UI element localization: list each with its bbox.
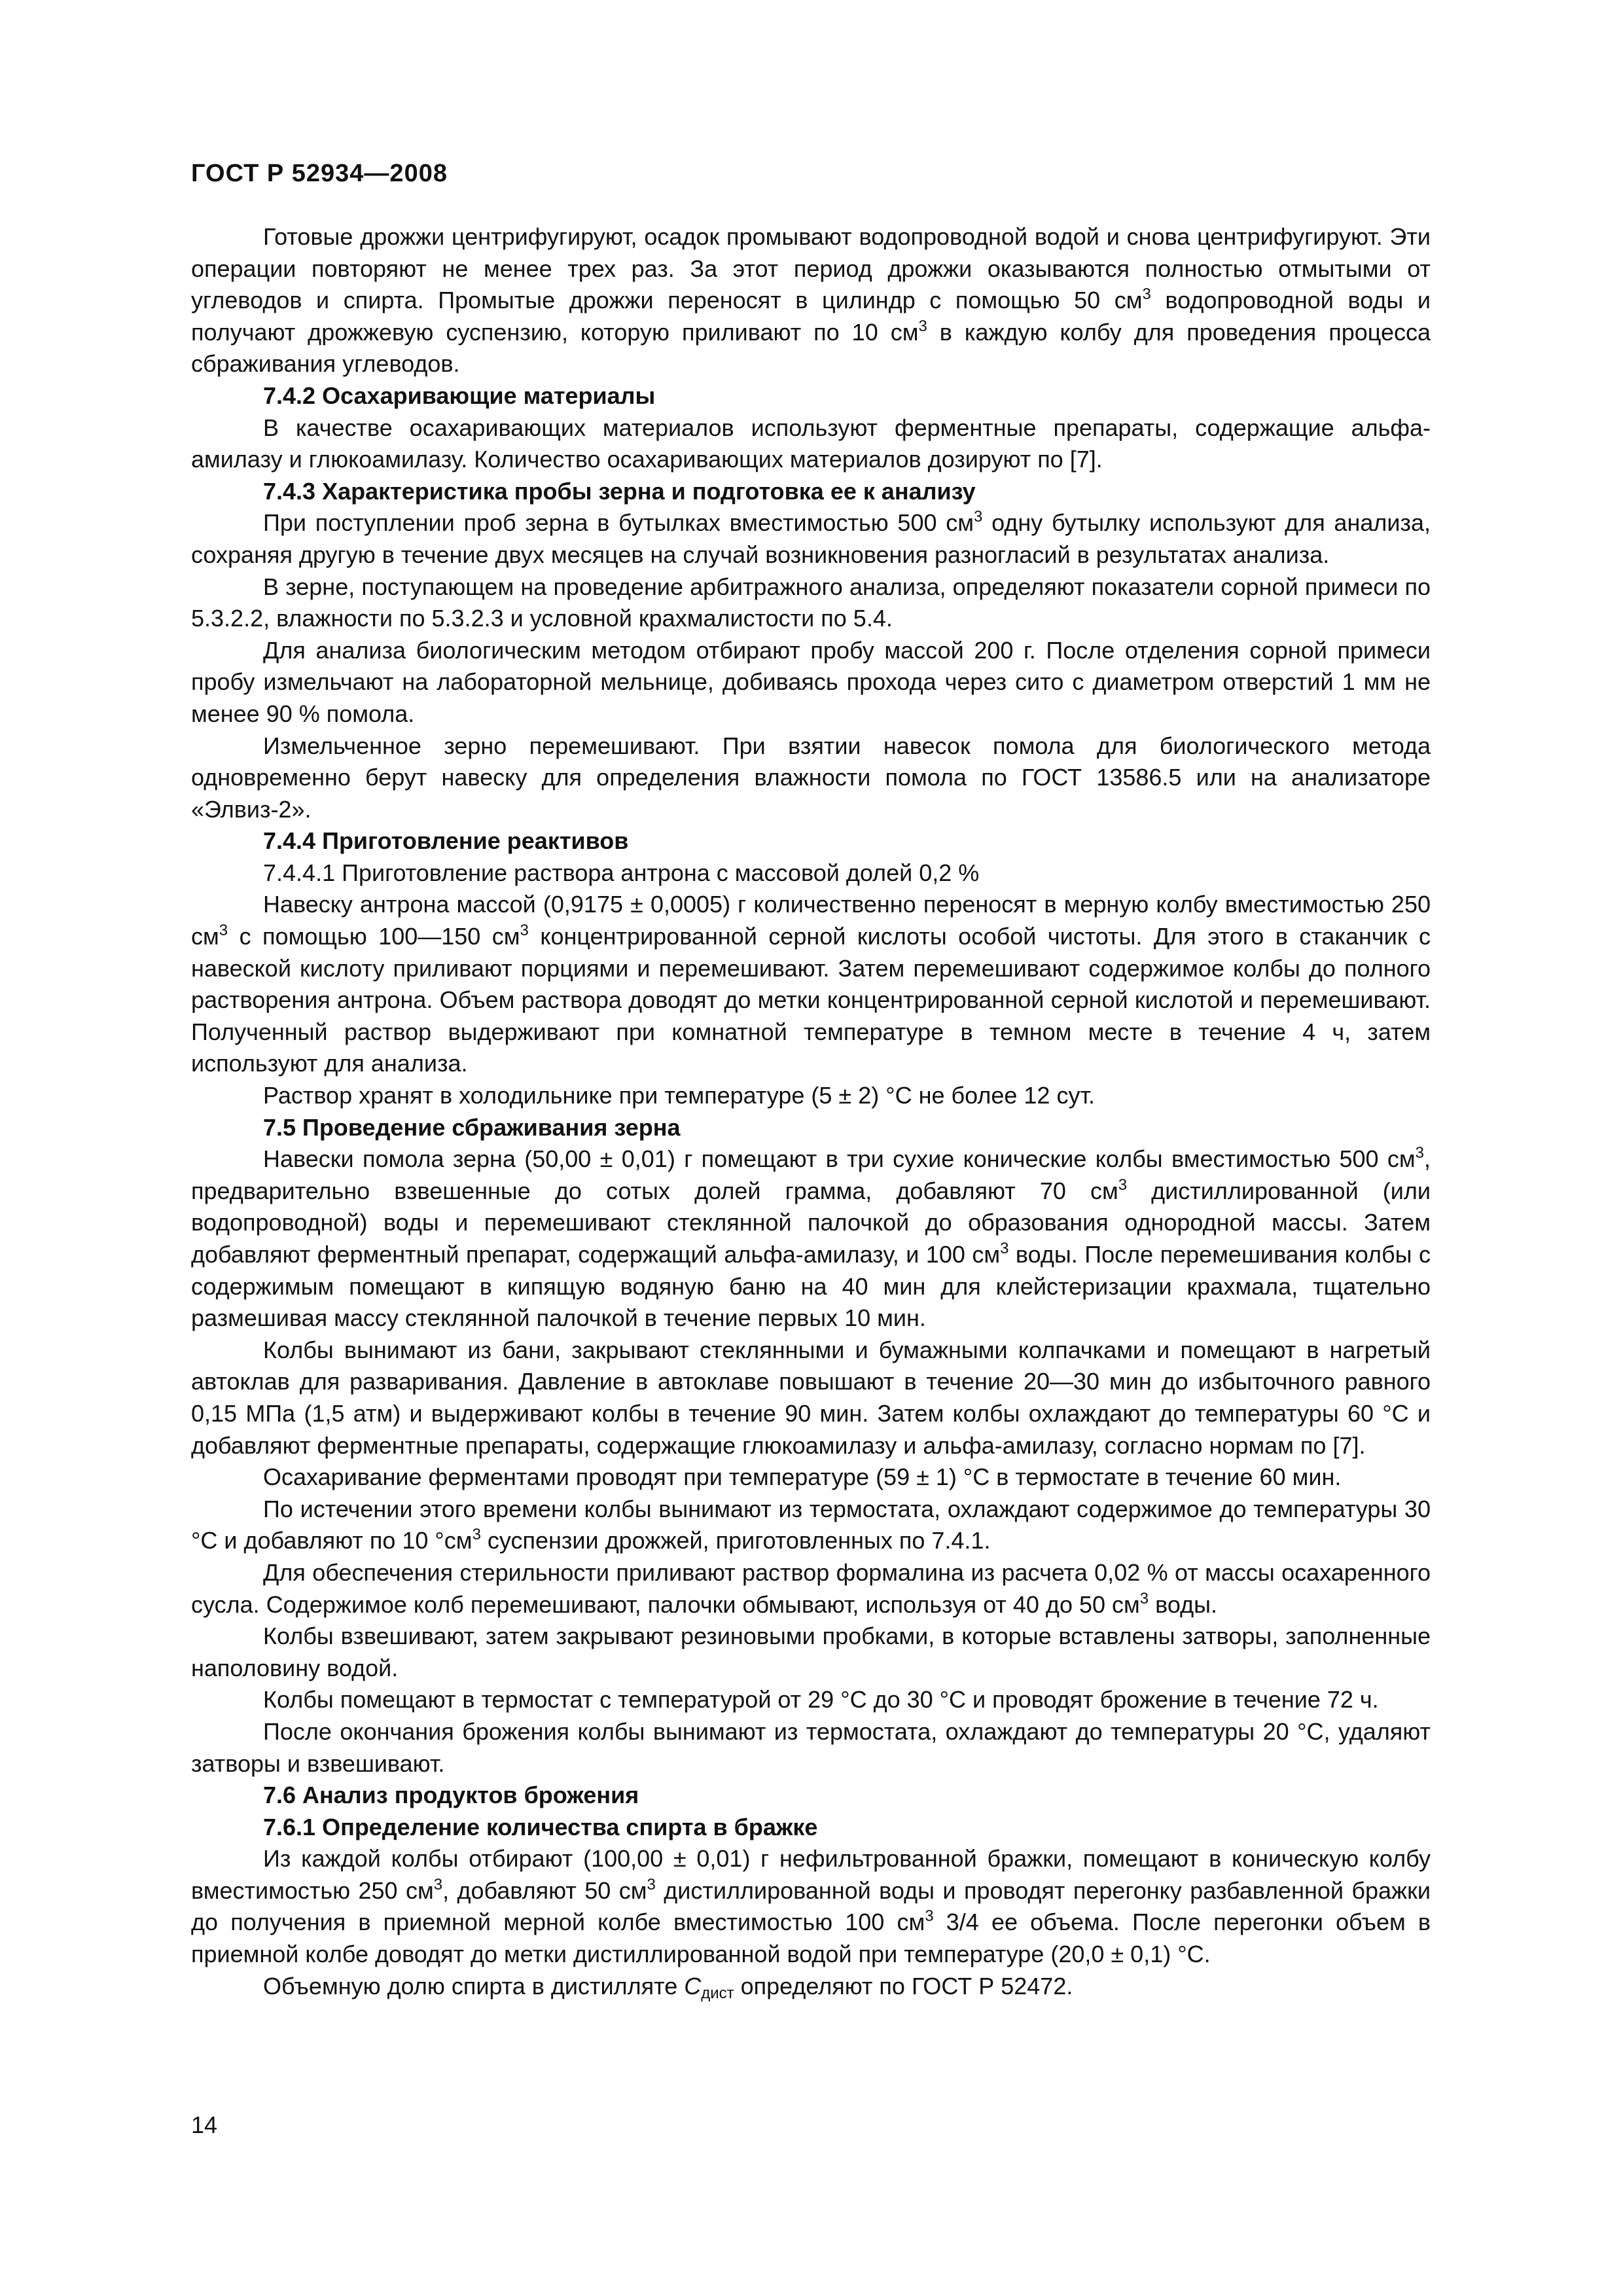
section-heading-7-4-4: 7.4.4 Приготовление реактивов bbox=[263, 827, 629, 855]
paragraph-autoclave: Колбы вынимают из бани, закрывают стеклянными и бумажными колпачками и помещают в нагретый автоклав для разваривания. Давление в автоклаве повышают в течение 20—30 мин до избыточного равного 0,15 МПа (1,5 атм) и выдерживают колбы в течение 90 мин. Затем колбы охлаждают до температуры 60 °С и добавляют ферментные препараты, содержащие глюкоамилазу и альфа-амилазу, согласно нормам по [7]. bbox=[191, 1336, 1431, 1459]
paragraph-ground-grain: Измельченное зерно перемешивают. При взятии навесок помола для биологического метода одновременно берут навеску для определения влажности помола по ГОСТ 13586.5 или на анализаторе «Элвиз-2». bbox=[191, 732, 1431, 823]
page-number: 14 bbox=[191, 2111, 218, 2138]
paragraph-sample-bottles: При поступлении проб зерна в бутылках вместимостью 500 $см^3$ одну бутылку используют для анализа, сохраняя другую в течение двух месяцев на случай возникновения разногласий в результатах анализа. bbox=[191, 508, 1431, 568]
paragraph-distillation: Из каждой колбы отбирают (100,00 ± 0,01) г нефильтрованной бражки, помещают в коническую колбу вместимостью 250 $см^3$, добавляют 50 $см^3$ дистиллированной воды и проводят перегонку разбавленной бражки до получения в приемной мерной колбе вместимостью 100 $см^3$ 3/4 ее объема. После перегонки объем в приемной колбе доводят до метки дистиллированной водой при температуре (20,0 ± 0,1) °С. bbox=[191, 1845, 1431, 1968]
paragraph-sterility: Для обеспечения стерильности приливают раствор формалина из расчета 0,02 % от массы осахаренного сусла. Содержимое колб перемешивают, палочки обмывают, используя от 40 до 50 $см^3$ воды. bbox=[191, 1558, 1431, 1618]
paragraph-flask-sealing: Колбы взвешивают, затем закрывают резиновыми пробками, в которые вставлены затворы, заполненные наполовину водой. bbox=[191, 1623, 1431, 1681]
paragraph-anthrone-storage: Раствор хранят в холодильнике при температуре (5 ± 2) °С не более 12 сут. bbox=[263, 1082, 1095, 1109]
paragraph-arbitration-analysis: В зерне, поступающем на проведение арбитражного анализа, определяют показатели сорной примеси по 5.3.2.2, влажности по 5.3.2.3 и условной крахмалистости по 5.4. bbox=[191, 573, 1431, 632]
section-heading-7-4-3: 7.4.3 Характеристика пробы зерна и подготовка ее к анализу bbox=[263, 477, 976, 505]
symbol-subscript-dist: дист bbox=[701, 1984, 734, 2002]
paragraph-saccharification: Осахаривание ферментами проводят при температуре (59 ± 1) °С в термостате в течение 60 мин. bbox=[263, 1463, 1342, 1491]
paragraph-grain-weighing: Навески помола зерна (50,00 ± 0,01) г помещают в три сухие конические колбы вместимостью 500 $см^3$, предварительно взвешенные до сотых долей грамма, добавляют 70 $см^3$ дистиллированной (или водопроводной) воды и перемешивают стеклянной палочкой до образования однородной массы. Затем добавляют ферментный препарат, содержащий альфа-амилазу, и 100 $см^3$ воды. После перемешивания колбы с содержимым помещают в кипящую водяную баню на 40 мин для клейстеризации крахмала, тщательно размешивая массу стеклянной палочкой в течение первых 10 мин. bbox=[191, 1144, 1431, 1332]
subsection-heading-7-4-4-1: 7.4.4.1 Приготовление раствора антрона с массовой долей 0,2 % bbox=[263, 859, 980, 886]
paragraph-fermentation: Колбы помещают в термостат с температурой от 29 °С до 30 °С и проводят брожение в течение 72 ч. bbox=[263, 1686, 1379, 1713]
paragraph-yeast-addition: По истечении этого времени колбы вынимают из термостата, охлаждают содержимое до температуры 30 °С и добавляют по 10 $^\circ см^3$ суспензии дрожжей, приготовленных по 7.4.1. bbox=[191, 1495, 1431, 1554]
paragraph-anthrone-preparation: Навеску антрона массой (0,9175 ± 0,0005) г количественно переносят в мерную колбу вместимостью 250 $см^3$ с помощью 100—150 $см^3$ концентрированной серной кислоты особой чистоты. Для этого в стаканчик с навеской кислоту приливают порциями и перемешивают. Затем перемешивают содержимое колбы до полного растворения антрона. Объем раствора доводят до метки концентрированной серной кислотой и перемешивают. Полученный раствор выдерживают при комнатной температуре в темном месте в течение 4 ч, затем используют для анализа. bbox=[191, 891, 1431, 1077]
document-code-header: ГОСТ Р 52934—2008 bbox=[191, 160, 448, 187]
paragraph-biological-method-sample: Для анализа биологическим методом отбирают пробу массой 200 г. После отделения сорной примеси пробу измельчают на лабораторной мельнице, добиваясь прохода через сито с диаметром отверстий 1 мм не менее 90 % помола. bbox=[191, 636, 1431, 727]
section-heading-7-6-1: 7.6.1 Определение количества спирта в бражке bbox=[263, 1813, 818, 1840]
section-heading-7-4-2: 7.4.2 Осахаривающие материалы bbox=[263, 382, 656, 409]
paragraph-alcohol-fraction: Объемную долю спирта в дистилляте $С_{дист}$ определяют по ГОСТ Р 52472. bbox=[263, 1972, 1073, 2002]
section-heading-7-6: 7.6 Анализ продуктов брожения bbox=[263, 1782, 639, 1809]
paragraph-saccharifying-materials: В качестве осахаривающих материалов используют ферментные препараты, содержащие альфа-амилазу и глюкоамилазу. Количество осахаривающих материалов дозируют по [7]. bbox=[191, 414, 1431, 473]
section-heading-7-5: 7.5 Проведение сбраживания зерна bbox=[263, 1113, 681, 1141]
paragraph-yeast-washing: Готовые дрожжи центрифугируют, осадок промывают водопроводной водой и снова центрифугируют. Эти операции повторяют не менее трех раз. За этот период дрожжи оказываются полностью отмытыми от углеводов и спирта. Промытые дрожжи переносят в цилиндр с помощью 50 $см^3$ водопроводной воды и получают дрожжевую суспензию, которую приливают по 10 $см^3$ в каждую колбу для проведения процесса сбраживания углеводов. bbox=[191, 223, 1431, 378]
symbol-c: С bbox=[684, 1972, 702, 2000]
paragraph-end-of-fermentation: После окончания брожения колбы вынимают из термостата, охлаждают до температуры 20 °С, удаляют затворы и взвешивают. bbox=[191, 1717, 1431, 1777]
document-body bbox=[191, 221, 1431, 2002]
